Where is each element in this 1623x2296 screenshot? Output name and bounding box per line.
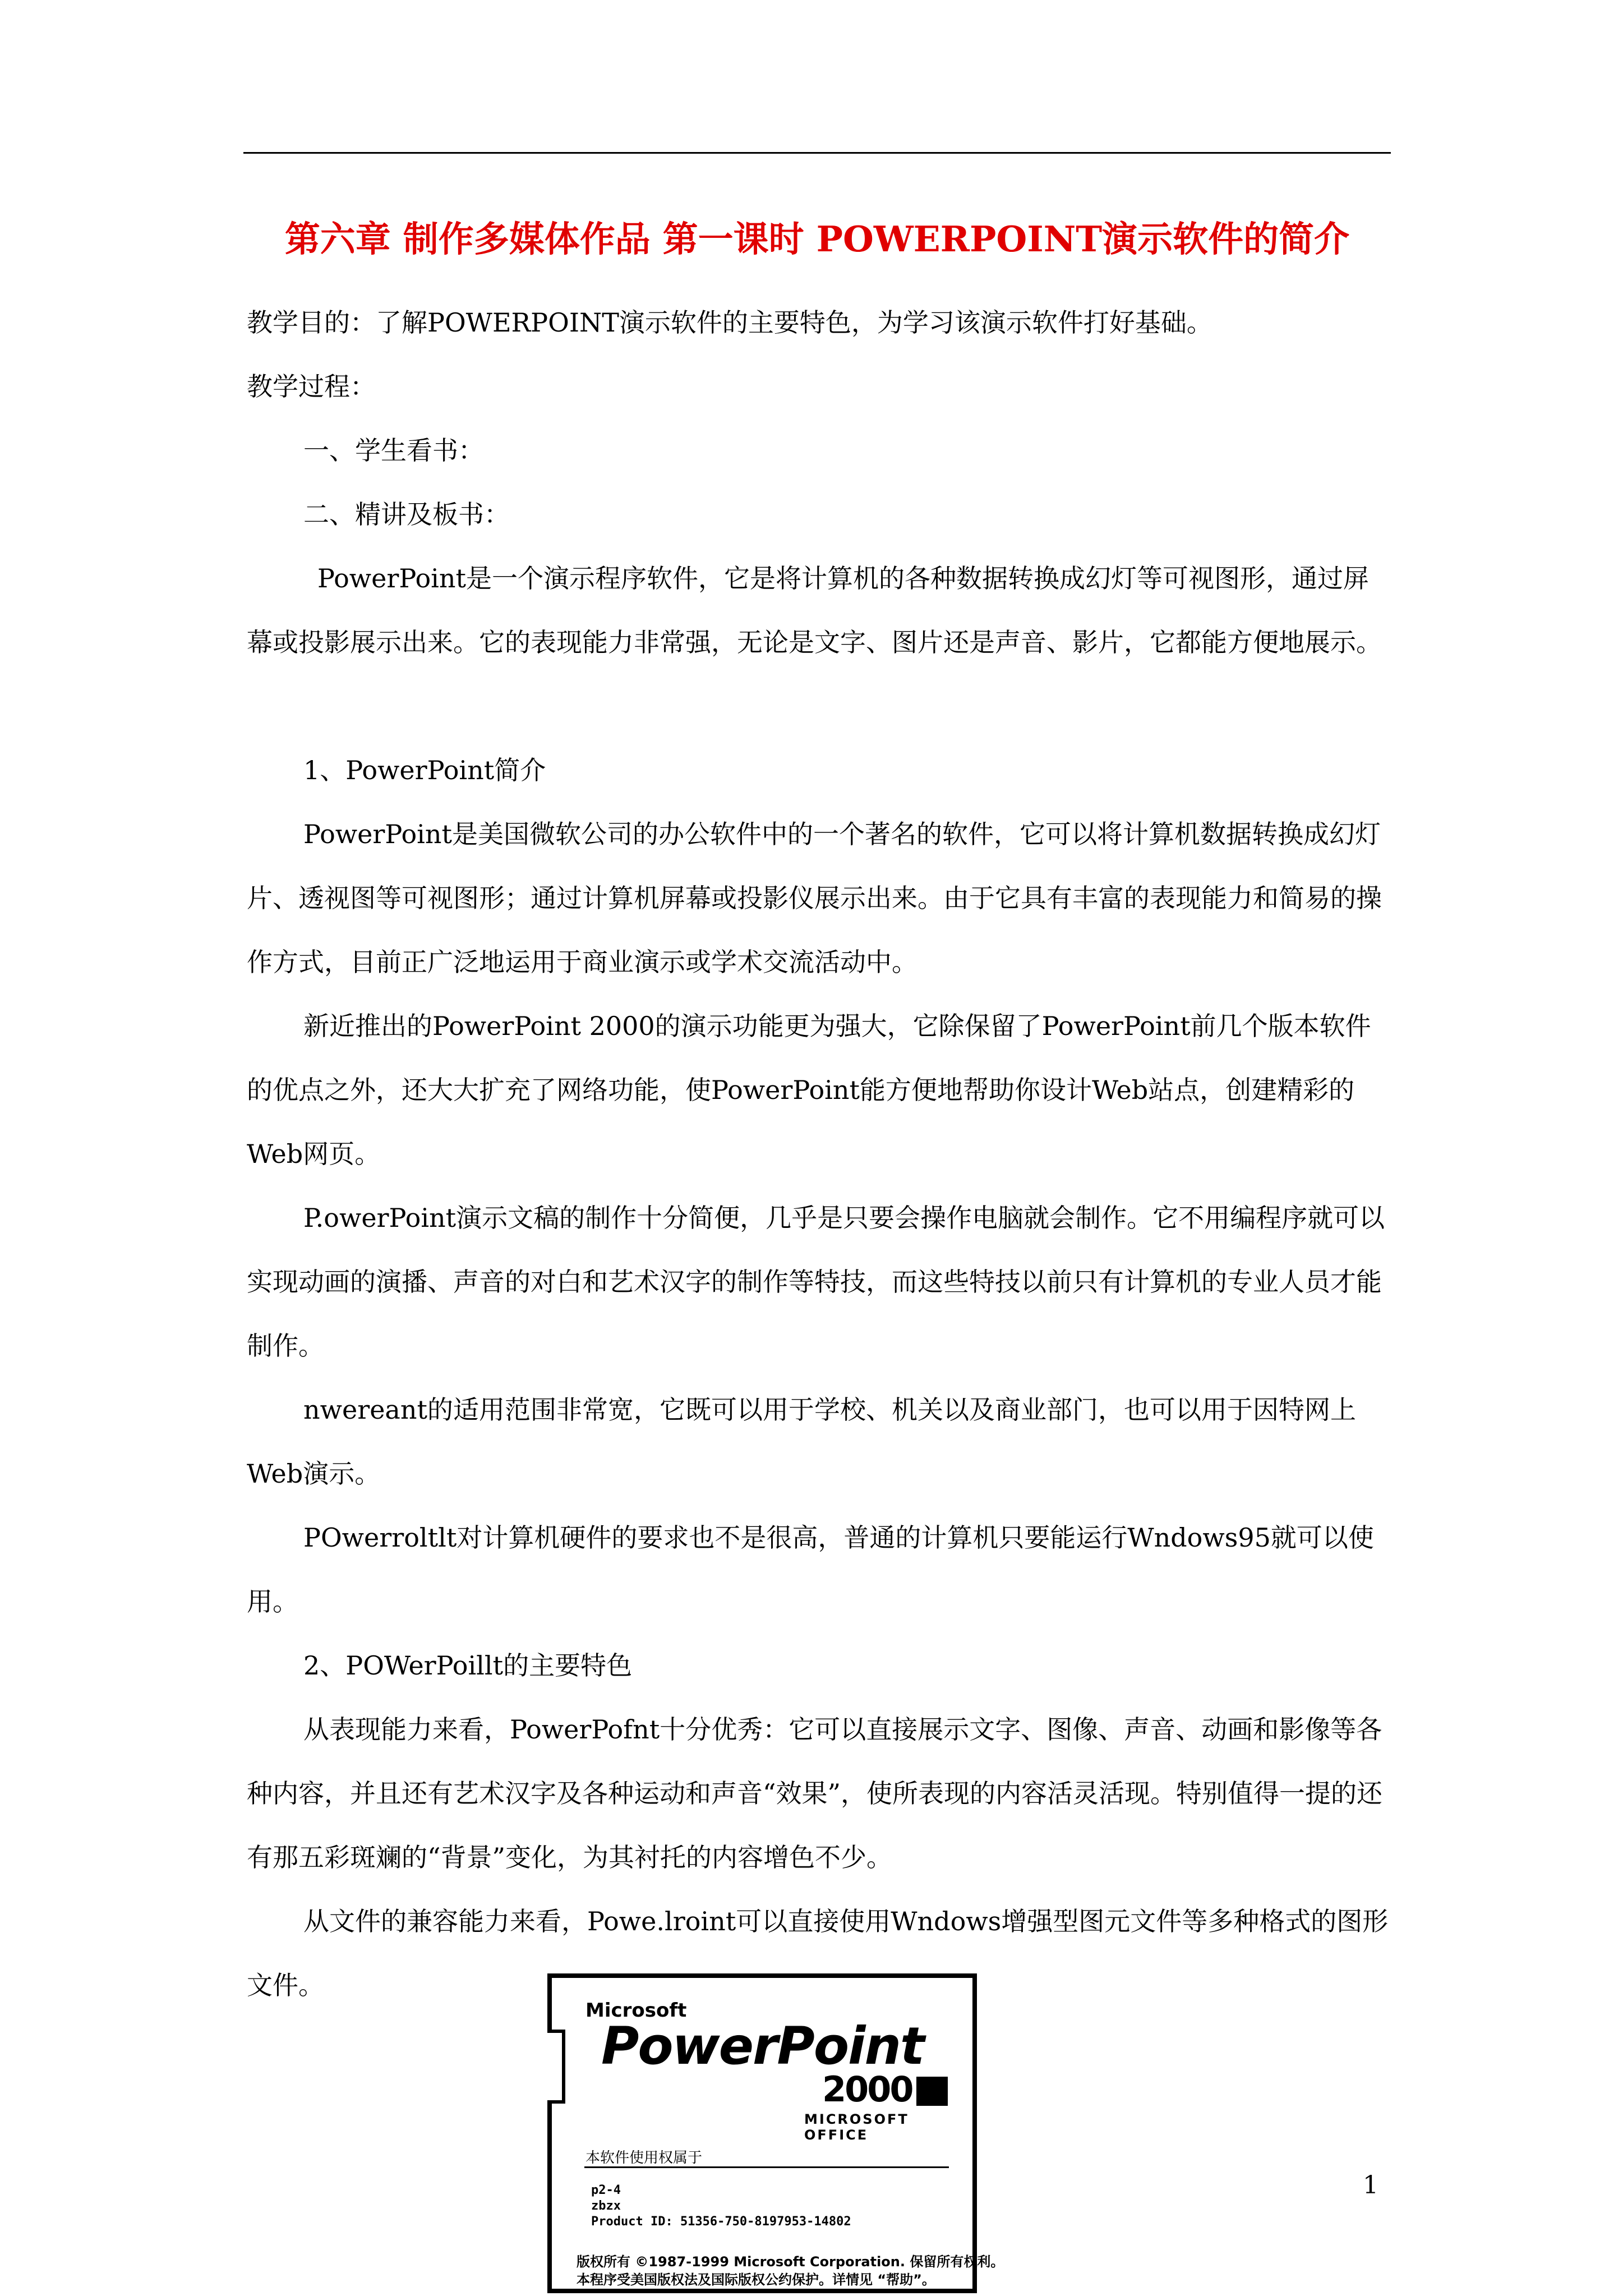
paragraph-expressiveness: 从表现能力来看，PowerPofnt十分优秀：它可以直接展示文字、图像、声音、动画和影像等各种内容，并且还有艺术汉字及各种运动和声音“效果”，使所表现的内容活灵活现。特别值得一提的还有那五彩斑斓的“背景”变化，为其衬托的内容增色不少。 <box>247 1714 1383 1872</box>
paragraph-objective: 教学目的：了解POWERPOINT演示软件的主要特色，为学习该演示软件打好基础。 <box>247 307 1212 338</box>
paragraph-version-2000: 新近推出的PowerPoint 2000的演示功能更为强大，它除保留了PowerPoint前几个版本软件的优点之外，还大大扩充了网络功能，使PowerPoint能方便地帮助你设计Web站点，创建精彩的Web网页。 <box>247 1011 1371 1169</box>
paragraph-about: PowerPoint是美国微软公司的办公软件中的一个著名的软件，它可以将计算机数据转换成幻灯片、透视图等可视图形；通过计算机屏幕或投影仪展示出来。由于它具有丰富的表现能力和简易的操作方式，目前正广泛地运用于商业演示或学术交流活动中。 <box>247 819 1382 977</box>
header-rule <box>243 152 1391 154</box>
paragraph-step-1: 一、学生看书： <box>303 435 484 466</box>
page-number: 1 <box>1363 2171 1378 2200</box>
splash-notice: 本程序受美国版权法及国际版权公约保护。详情见 “帮助”。 <box>577 2272 935 2288</box>
section-heading-intro: 1、PowerPoint简介 <box>303 755 546 785</box>
splash-copyright: 版权所有 ©1987-1999 Microsoft Corporation. 保留所有权利。 <box>577 2254 1004 2270</box>
splash-user: p2-4 <box>591 2183 621 2197</box>
splash-owner-line <box>584 2166 949 2168</box>
paragraph-hardware: POwerroltlt对计算机硬件的要求也不是很高，普通的计算机只要能运行Wndows95就可以使用。 <box>247 1522 1374 1617</box>
software-splash-image <box>547 1973 1004 2293</box>
splash-product-logo: PowerPoint <box>601 2016 924 2076</box>
splash-notch <box>547 2030 565 2104</box>
paragraph-scope: nwereant的适用范围非常宽，它既可以用于学校、机关以及商业部门，也可以用于因特网上Web演示。 <box>247 1395 1356 1489</box>
splash-suite-name: MICROSOFT OFFICE <box>804 2111 909 2143</box>
splash-product-id: Product ID: 51356-750-8197953-14802 <box>591 2215 851 2229</box>
section-heading-features: 2、POWerPoillt的主要特色 <box>303 1650 633 1681</box>
splash-version: 2000 <box>822 2069 912 2110</box>
splash-owner-label: 本软件使用权属于 <box>585 2150 703 2166</box>
paragraph-compatibility: 从文件的兼容能力来看，Powe.lroint可以直接使用Wndows增强型图元文件等多种格式的图形文件。 <box>247 1906 1389 2000</box>
paragraph-step-2: 二、精讲及板书： <box>303 499 510 530</box>
paragraph-intro: PowerPoint是一个演示程序软件，它是将计算机的各种数据转换成幻灯等可视图形，通过屏幕或投影展示出来。它的表现能力非常强，无论是文字、图片还是声音、影片，它都能方便地展示。 <box>247 563 1382 657</box>
page-title: 第六章 制作多媒体作品 第一课时 POWERPOINT演示软件的简介 <box>284 218 1350 260</box>
paragraph-process: 教学过程： <box>247 371 376 402</box>
splash-org: zbzx <box>591 2199 621 2213</box>
office-logo-icon <box>916 2077 948 2106</box>
paragraph-ease: P.owerPoint演示文稿的制作十分简便，几乎是只要会操作电脑就会制作。它不用编程序就可以实现动画的演播、声音的对白和艺术汉字的制作等特技，而这些特技以前只有计算机的专业人员才能制作。 <box>247 1203 1385 1361</box>
splash-microsoft-logo: Microsoft <box>585 1999 687 2022</box>
